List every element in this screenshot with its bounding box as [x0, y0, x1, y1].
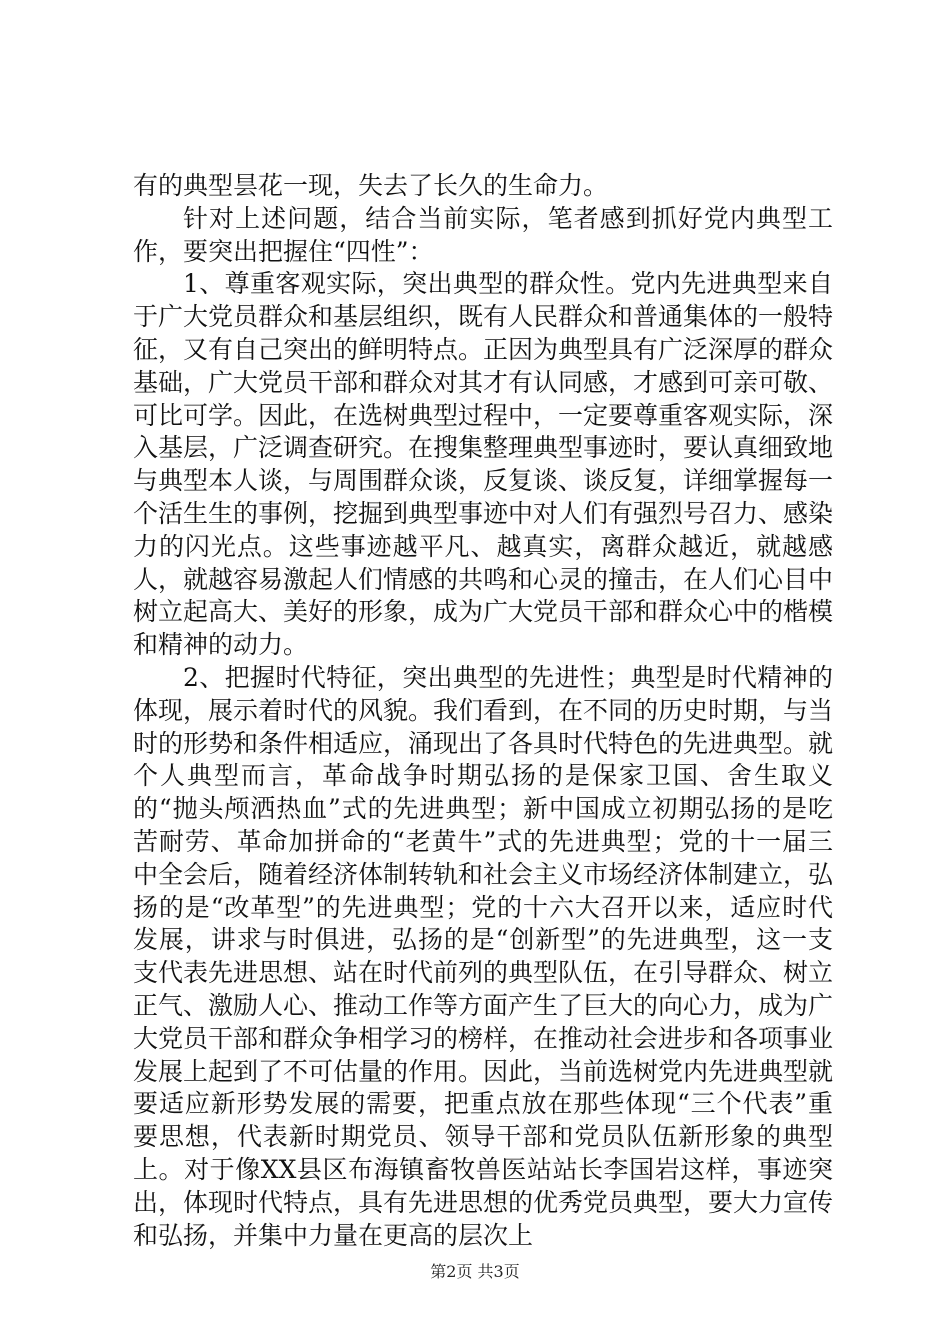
paragraph-continuation: 有的典型昙花一现，失去了长久的生命力。: [133, 171, 609, 200]
paragraph-point-2: 2、把握时代特征，突出典型的先进性；典型是时代精神的体现，展示着时代的风貌。我们看到，在不同的历史时期，与当时的形势和条件相适应，涌现出了各具时代特色的先进典型。就个人典型而言，革命战争时期弘扬的是保家卫国、舍生取义的“抛头颅洒热血”式的先进典型；新中国成立初期弘扬的是吃苦耐劳、革命加拼命的“老黄牛”式的先进典型；党的十一届三中全会后，随着经济体制转轨和社会主义市场经济体制建立，弘扬的是“改革型”的先进典型；党的十六大召开以来，适应时代发展，讲求与时俱进，弘扬的是“创新型”的先进典型，这一支支代表先进思想、站在时代前列的典型队伍，在引导群众、树立正气、激励人心、推动工作等方面产生了巨大的向心力，成为广大党员干部和群众争相学习的榜样，在推动社会进步和各项事业发展上起到了不可估量的作用。因此，当前选树党内先进典型就要适应新形势发展的需要，把重点放在那些体现“三个代表”重要思想，代表新时期党员、领导干部和党员队伍新形象的典型上。对于像XX县区布海镇畜牧兽医站站长李国岩这样，事迹突出，体现时代特点，具有先进思想的优秀党员典型，要大力宣传和弘扬，并集中力量在更高的层次上: [133, 662, 834, 1250]
paragraph-intro: 针对上述问题，结合当前实际，笔者感到抓好党内典型工作，要突出把握住“四性”：: [133, 203, 833, 266]
body-text: [133, 170, 833, 1252]
page-footer: 第2页 共3页: [430, 1262, 520, 1281]
paragraph-point-1: 1、尊重客观实际，突出典型的群众性。党内先进典型来自于广大党员群众和基层组织，既有人民群众和普通集体的一般特征，又有自己突出的鲜明特点。正因为典型具有广泛深厚的群众基础，广大党员干部和群众对其才有认同感，才感到可亲可敬、可比可学。因此，在选树典型过程中，一定要尊重客观实际，深入基层，广泛调查研究。在搜集整理典型事迹时，要认真细致地与典型本人谈，与周围群众谈，反复谈、谈反复，详细掌握每一个活生生的事例，挖掘到典型事迹中对人们有强烈号召力、感染力的闪光点。这些事迹越平凡、越真实，离群众越近，就越感人，就越容易激起人们情感的共鸣和心灵的撞击，在人们心目中树立起高大、美好的形象，成为广大党员干部和群众心中的楷模和精神的动力。: [133, 269, 834, 660]
